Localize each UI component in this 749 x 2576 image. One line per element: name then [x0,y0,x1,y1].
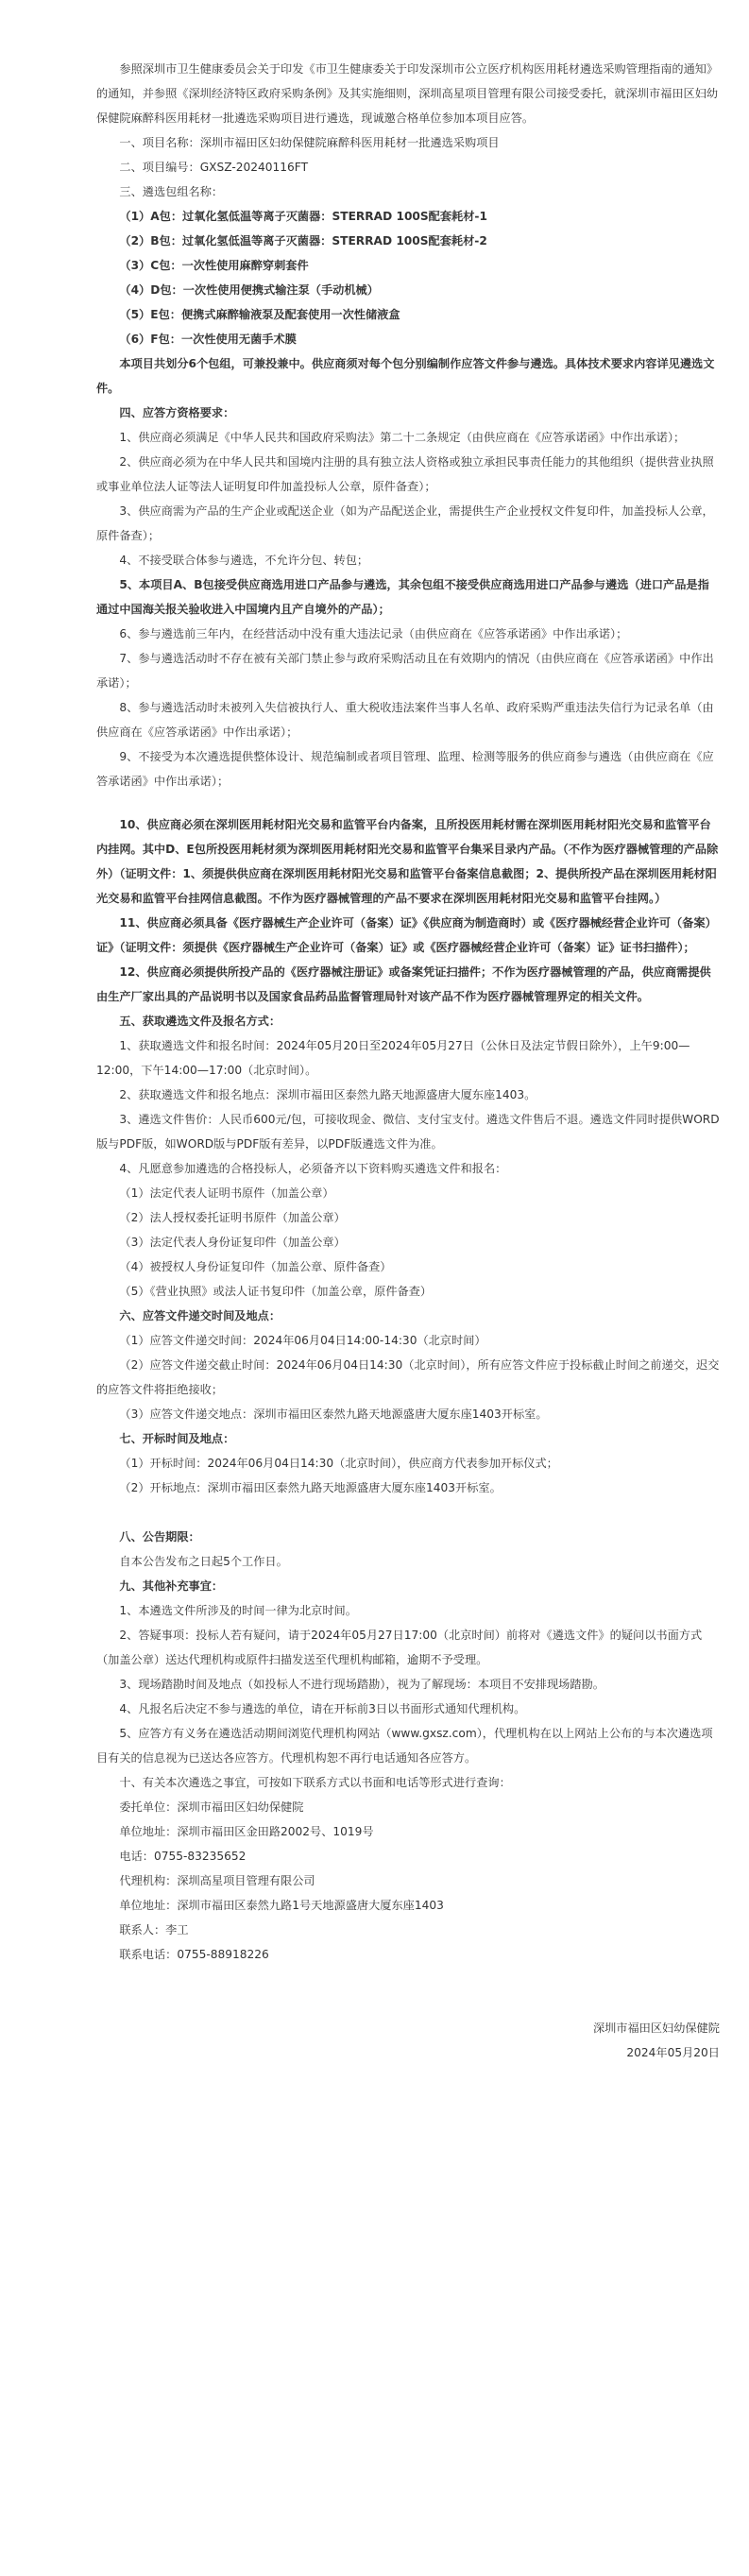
qualification-10: 10、供应商必须在深圳医用耗材阳光交易和监管平台内备案，且所投医用耗材需在深圳医用耗材阳光交易和监管平台内挂网。其中D、E包所投医用耗材须为深圳医用耗材阳光交易和监管平台集采目录内产品。（不作为医疗器械管理的产品除外）（证明文件：1、须提供供应商在深圳医用耗材阳光交易和监管平台备案信息截图；2、提供所投产品在深圳医用耗材阳光交易和监管平台挂网信息截图。不作为医疗器械管理的产品不要求在深圳医用耗材阳光交易和监管平台挂网。） [96,818,719,905]
opening-time: （1）开标时间：2024年06月04日14:30（北京时间），供应商方代表参加开标仪式； [119,1457,558,1470]
project-number: 二、项目编号：GXSZ-20240116FT [119,161,309,174]
qualification-8: 8、参与遴选活动时未被列入失信被执行人、重大税收违法案件当事人名单、政府采购严重违法失信行为记录名单（由供应商在《应答承诺函》中作出承诺）； [96,701,714,739]
material-3: （3）法定代表人身份证复印件（加盖公章） [119,1236,346,1249]
qualification-6: 6、参与遴选前三年内，在经营活动中没有重大违法记录（由供应商在《应答承诺函》中作出承诺）； [119,627,628,640]
package-e: （5）E包：便携式麻醉输液泵及配套使用一次性储液盒 [119,308,400,321]
opening-place: （2）开标地点：深圳市福田区泰然九路天地源盛唐大厦东座1403开标室。 [119,1481,502,1494]
submission-time: （1）应答文件递交时间：2024年06月04日14:00-14:30（北京时间） [119,1334,486,1347]
spacer [96,793,720,812]
other-1: 1、本遴选文件所涉及的时间一律为北京时间。 [119,1604,357,1617]
package-c: （3）C包：一次性使用麻醉穿刺套件 [119,259,309,272]
other-3: 3、现场踏勘时间及地点（如投标人不进行现场踏勘），视为了解现场：本项目不安排现场踏勘。 [119,1678,604,1691]
notice-period: 自本公告发布之日起5个工作日。 [119,1555,288,1568]
acquisition-heading: 五、获取遴选文件及报名方式： [119,1015,281,1028]
other-heading: 九、其他补充事宜： [119,1579,224,1593]
material-4: （4）被授权人身份证复印件（加盖公章、原件备查） [119,1260,392,1273]
other-4: 4、凡报名后决定不参与遴选的单位，请在开标前3日以书面形式通知代理机构。 [119,1702,526,1715]
qualification-2: 2、供应商必须为在中华人民共和国境内注册的具有独立法人资格或独立承担民事责任能力的其他组织（提供营业执照或事业单位法人证等法人证明复印件加盖投标人公章，原件备查）； [96,455,714,493]
registration-materials: 4、凡愿意参加遴选的合格投标人，必须备齐以下资料购买遴选文件和报名： [119,1162,507,1175]
qualification-4: 4、不接受联合体参与遴选，不允许分包、转包； [119,554,369,567]
agency-address: 单位地址：深圳市福田区泰然九路1号天地源盛唐大厦东座1403 [119,1899,444,1912]
qualification-1: 1、供应商必须满足《中华人民共和国政府采购法》第二十二条规定（由供应商在《应答承诺函》中作出承诺）； [119,431,686,444]
qualification-11: 11、供应商必须具备《医疗器械生产企业许可（备案）证》《供应商为制造商时）或《医疗器械经营企业许可（备案）证》（证明文件：须提供《医疗器械生产企业许可（备案）证》或《医疗器械经营企业许可（备案）证》证书扫描件）； [96,916,717,954]
qualification-3: 3、供应商需为产品的生产企业或配送企业（如为产品配送企业，需提供生产企业授权文件复印件，加盖投标人公章，原件备查）； [96,504,714,542]
submission-deadline: （2）应答文件递交截止时间：2024年06月04日14:30（北京时间），所有应答文件应于投标截止时间之前递交，迟交的应答文件将拒绝接收； [96,1358,720,1396]
package-heading: 三、遴选包组名称： [119,185,224,198]
spacer [96,1991,720,2016]
qualification-7: 7、参与遴选活动时不存在被有关部门禁止参与政府采购活动且在有效期内的情况（由供应商在《应答承诺函》中作出承诺）； [96,652,714,690]
opening-heading: 七、开标时间及地点： [119,1432,235,1445]
contact-phone: 联系电话：0755-88918226 [119,1948,269,1961]
spacer [96,1967,720,1991]
document-price: 3、遴选文件售价：人民币600元/包，可接收现金、微信、支付宝支付。遴选文件售后不退。遴选文件同时提供WORD版与PDF版，如WORD版与PDF版有差异，以PDF版遴选文件为准。 [96,1113,720,1151]
acquisition-time: 1、获取遴选文件和报名时间：2024年05月20日至2024年05月27日（公休日及法定节假日除外），上午9:00—12:00，下午14:00—17:00（北京时间）。 [96,1039,690,1077]
qualification-9: 9、不接受为本次遴选提供整体设计、规范编制或者项目管理、监理、检测等服务的供应商参与遴选（由供应商在《应答承诺函》中作出承诺）； [96,750,714,788]
spacer [96,1500,720,1525]
other-5: 5、应答方有义务在遴选活动期间浏览代理机构网站（www.gxsz.com），代理机构在以上网站上公布的与本次遴选项目有关的信息视为已送达各应答方。代理机构恕不再行电话通知各应答方。 [96,1727,713,1765]
announcement-body [96,57,720,2065]
submission-heading: 六、应答文件递交时间及地点： [119,1309,281,1322]
client-name: 委托单位：深圳市福田区妇幼保健院 [119,1800,304,1814]
material-2: （2）法人授权委托证明书原件（加盖公章） [119,1211,346,1224]
client-address: 单位地址：深圳市福田区金田路2002号、1019号 [119,1825,374,1838]
material-1: （1）法定代表人证明书原件（加盖公章） [119,1186,334,1200]
qualification-heading: 四、应答方资格要求： [119,406,235,419]
material-5: （5）《营业执照》或法人证书复印件（加盖公章，原件备查） [119,1285,433,1298]
package-f: （6）F包：一次性使用无菌手术膜 [119,333,297,346]
client-phone: 电话：0755-83235652 [119,1850,247,1863]
qualification-5: 5、本项目A、B包接受供应商选用进口产品参与遴选，其余包组不接受供应商选用进口产品参与遴选（进口产品是指通过中国海关报关验收进入中国境内且产自境外的产品）； [96,578,709,616]
package-note: 本项目共划分6个包组，可兼投兼中。供应商须对每个包分别编制作应答文件参与遴选。具体技术要求内容详见遴选文件。 [96,357,715,395]
project-name: 一、项目名称：深圳市福田区妇幼保健院麻醉科医用耗材一批遴选采购项目 [119,136,500,149]
intro-paragraph: 参照深圳市卫生健康委员会关于印发《市卫生健康委关于印发深圳市公立医疗机构医用耗材遴选采购管理指南的通知》的通知，并参照《深圳经济特区政府采购条例》及其实施细则，深圳高星项目管理有限公司接受委托，就深圳市福田区妇幼保健院麻醉科医用耗材一批遴选采购项目进行遴选，现诚邀合格单位参加本项目应答。 [96,62,719,125]
submission-place: （3）应答文件递交地点：深圳市福田区泰然九路天地源盛唐大厦东座1403开标室。 [119,1407,548,1421]
acquisition-place: 2、获取遴选文件和报名地点：深圳市福田区泰然九路天地源盛唐大厦东座1403。 [119,1088,536,1101]
package-d: （4）D包：一次性使用便携式输注泵（手动机械） [119,283,379,297]
other-2: 2、答疑事项：投标人若有疑问，请于2024年05月27日17:00（北京时间）前将对《遴选文件》的疑问以书面方式（加盖公章）送达代理机构或原件扫描发送至代理机构邮箱，逾期不予受理。 [96,1629,703,1666]
package-a: （1）A包：过氧化氢低温等离子灭菌器：STERRAD 100S配套耗材-1 [119,210,487,223]
notice-period-heading: 八、公告期限： [119,1530,200,1544]
signature-org: 深圳市福田区妇幼保健院 [592,2022,720,2035]
qualification-12: 12、供应商必须提供所投产品的《医疗器械注册证》或备案凭证扫描件；不作为医疗器械管理的产品，供应商需提供由生产厂家出具的产品说明书以及国家食品药品监督管理局针对该产品不作为医疗器械管理界定的相关文件。 [96,965,711,1003]
contact-person: 联系人：李工 [119,1923,189,1936]
contact-heading: 十、有关本次遴选之事宜，可按如下联系方式以书面和电话等形式进行查询： [119,1776,511,1789]
agency-name: 代理机构：深圳高星项目管理有限公司 [119,1874,315,1887]
package-b: （2）B包：过氧化氢低温等离子灭菌器：STERRAD 100S配套耗材-2 [119,234,487,247]
signature-date: 2024年05月20日 [626,2046,720,2059]
